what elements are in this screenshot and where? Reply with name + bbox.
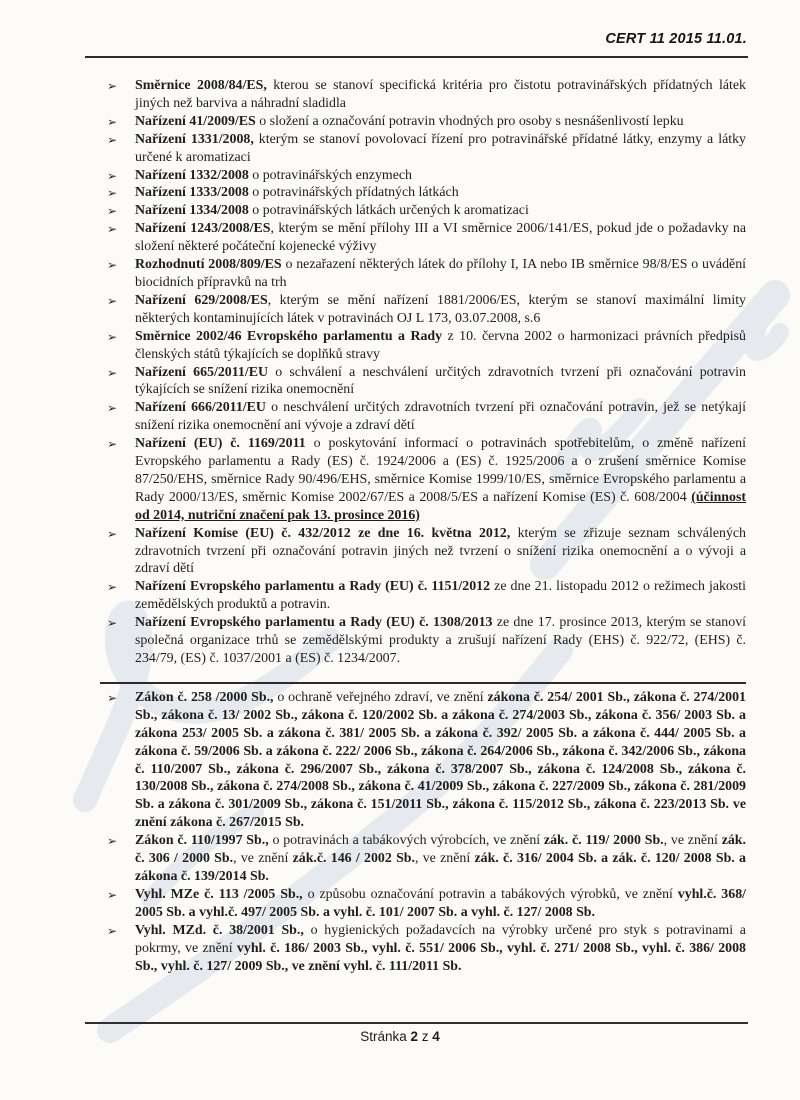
list-item [98,399,746,435]
list-item [98,922,746,976]
bullet-arrow-icon: ➢ [107,168,118,183]
bullet-arrow-icon: ➢ [107,114,118,129]
bullet-arrow-icon: ➢ [107,204,118,219]
bullet-arrow-icon: ➢ [107,258,118,273]
bullet-arrow-icon: ➢ [107,79,118,93]
bullet-arrow-icon: ➢ [107,365,118,380]
list-item [98,167,746,185]
bullet-arrow-icon: ➢ [107,580,118,595]
bullet-arrow-icon: ➢ [107,526,118,541]
bullet-arrow-icon: ➢ [107,329,118,344]
list-item-text: Zákon č. 258 /2000 Sb., o ochraně veřejného zdraví, ve znění zákona č. 254/ 2001 Sb., zákona č. 274/2001 Sb., zákona č. 13/ 2002 Sb., zákona č. 120/2002 Sb. a zákona č. 274/2003 Sb., zákona č. 356/ 2003 Sb. a zákona 253/ 2005 Sb. a zákona č. 381/ 2005 Sb. a zákona č. 392/ 2005 Sb. a zákona č. 444/ 2005 Sb. a zákona č. 59/2006 Sb. a zákona č. 222/ 2006 Sb., zákona č. 264/2006 Sb., zákona č. 342/2006 Sb., zákona č. 110/2007 Sb., zákona č. 296/2007 Sb., zákona č. 378/2007 Sb., zákona č. 124/2008 Sb., zákona č. 130/2008 Sb., zákona č. 274/2008 Sb., zákona č. 41/2009 Sb., zákona č. 227/2009 Sb., zákona č. 281/2009 Sb. a zákona č. 301/2009 Sb., zákona č. 151/2011 Sb., zákona č. 115/2012 Sb., zákona č. 223/2013 Sb. ve znění zákona č. 267/2015 Sb. [135,689,746,831]
list-item [98,578,746,614]
list-item [98,77,746,113]
footer-rule [85,1022,748,1024]
document-body [98,77,746,975]
list-item-text: Nařízení 1331/2008, kterým se stanoví povolovací řízení pro potravinářské přídatné látky, enzymy a látky určené k aromatizaci [135,131,746,165]
list-item-text: Nařízení 665/2011/EU o schválení a neschválení určitých zdravotních tvrzení při označování potravin týkajících se snížení rizika onemocnění [135,364,746,398]
list-item [98,113,746,131]
bullet-arrow-icon: ➢ [107,834,118,849]
eu-legislation-list [98,77,746,668]
bullet-arrow-icon: ➢ [107,401,118,416]
list-item-text: Nařízení 629/2008/ES, kterým se mění nařízení 1881/2006/ES, kterým se stanoví maximální limity některých kontaminujících látek v potravinách OJ L 173, 03.07.2008, s.6 [135,292,746,326]
bullet-arrow-icon: ➢ [107,293,118,308]
list-item [98,525,746,579]
bullet-arrow-icon: ➢ [107,690,118,705]
list-item [98,328,746,364]
header-rule [85,56,748,58]
bullet-arrow-icon: ➢ [107,616,118,631]
list-item [98,832,746,886]
list-item-text: Nařízení Komise (EU) č. 432/2012 ze dne 16. května 2012, kterým se zřizuje seznam schválených zdravotních tvrzení při označování potravin jiných než tvrzení o snížení rizika onemocnění a o vývoji a zdraví dětí [135,525,746,577]
list-item-text: Nařízení 1243/2008/ES, kterým se mění přílohy III a VI směrnice 2006/141/ES, pokud jde o požadavky na složení některé počáteční kojenecké výživy [135,221,746,255]
list-item-text: Nařízení 41/2009/ES o složení a označování potravin vhodných pro osoby s nesnášenlivostí lepku [135,113,684,129]
page-number [0,1029,800,1044]
list-item-text: Nařízení Evropského parlamentu a Rady (EU) č. 1151/2012 ze dne 21. listopadu 2012 o režimech jakosti zemědělských produktů a potravin. [135,579,747,613]
list-item [98,614,746,668]
list-item-text: Nařízení 1332/2008 o potravinářských enzymech [135,167,412,183]
bullet-arrow-icon: ➢ [107,132,118,147]
list-item [98,689,746,832]
list-item-text: Směrnice 2008/84/ES, kterou se stanoví specifická kritéria pro čistotu potravinářských přídatných látek jiných než barviva a náhradní sladidla [135,78,746,111]
list-item-text: Nařízení 1334/2008 o potravinářských látkách určených k aromatizaci [135,203,529,219]
list-item-text: Rozhodnutí 2008/809/ES o nezařazení některých látek do přílohy I, IA nebo IB směrnice 98/8/ES o uvádění biocidních přípravků na trh [135,257,746,290]
list-item [98,292,746,328]
list-item [98,435,746,525]
list-item [98,220,746,256]
list-item-text: Nařízení (EU) č. 1169/2011 o poskytování informací o potravinách spotřebitelům, o změně nařízení Evropského parlamentu a Rady (ES) č. 1924/2006 a (ES) č. 1925/2006 a o zrušení směrnice Komise 87/250/EHS, směrnice Rady 90/496/EHS, směrnice Komise 1999/10/ES, směrnice Evropského parlamentu a Rady 2000/13/ES, směrnic Komise 2002/67/ES a 2008/5/ES a nařízení Komise (ES) č. 608/2004 (účinnost od 2014, nutriční značení pak 13. prosince 2016) [135,436,746,523]
section-divider [100,682,746,684]
list-item [98,202,746,220]
bullet-arrow-icon: ➢ [107,222,118,237]
national-legislation-list [98,689,746,976]
bullet-arrow-icon: ➢ [107,923,118,938]
list-item [98,364,746,400]
list-item-text: Nařízení 666/2011/EU o neschválení určitých zdravotních tvrzení při označování potravin, jež se netýkají snížení rizika onemocnění ani vývoje a zdraví dětí [135,400,746,434]
list-item-text: Směrnice 2002/46 Evropského parlamentu a Rady z 10. června 2002 o harmonizaci právních předpisů členských států týkajících se doplňků stravy [135,328,746,362]
page-of-word: z [421,1029,429,1044]
bullet-arrow-icon: ➢ [107,186,118,201]
list-item-text: Nařízení Evropského parlamentu a Rady (EU) č. 1308/2013 ze dne 17. prosince 2013, kterým se stanoví společná organizace trhů se zemědělskými produkty a zrušují nařízení Rady (EHS) č. 922/72, (EHS) č. 234/79, (ES) č. 1037/2001 a (ES) č. 1234/2007. [135,615,747,666]
bullet-arrow-icon: ➢ [107,887,118,902]
list-item [98,131,746,167]
bullet-arrow-icon: ➢ [107,437,118,452]
list-item [98,184,746,202]
list-item-text: Vyhl. MZd. č. 38/2001 Sb., o hygienických požadavcích na výrobky určené pro styk s potravinami a pokrmy, ve znění vyhl. č. 186/ 2003 Sb., vyhl. č. 551/ 2006 Sb., vyhl. č. 271/ 2008 Sb., vyhl. č. 386/ 2008 Sb., vyhl. č. 127/ 2009 Sb., ve znění vyhl. č. 111/2011 Sb. [135,922,746,974]
list-item-text: Zákon č. 110/1997 Sb., o potravinách a tabákových výrobcích, ve znění zák. č. 119/ 2000 Sb., ve znění zák. č. 306 / 2000 Sb., ve znění zák.č. 146 / 2002 Sb., ve znění zák. č. 316/ 2004 Sb. a zák. č. 120/ 2008 Sb. a zákona č. 139/2014 Sb. [135,833,746,884]
list-item-text: Vyhl. MZe č. 113 /2005 Sb., o způsobu označování potravin a tabákových výrobků, ve znění vyhl.č. 368/ 2005 Sb. a vyhl.č. 497/ 2005 Sb. a vyhl. č. 101/ 2007 Sb. a vyhl. č. 127/ 2008 Sb. [135,886,746,920]
page-total: 4 [432,1029,440,1044]
list-item [98,886,746,922]
list-item-text: Nařízení 1333/2008 o potravinářských přídatných látkách [135,185,459,201]
document-reference: CERT 11 2015 11.01. [605,31,747,47]
page-current: 2 [410,1029,418,1044]
list-item [98,256,746,292]
page-label: Stránka [360,1029,407,1044]
